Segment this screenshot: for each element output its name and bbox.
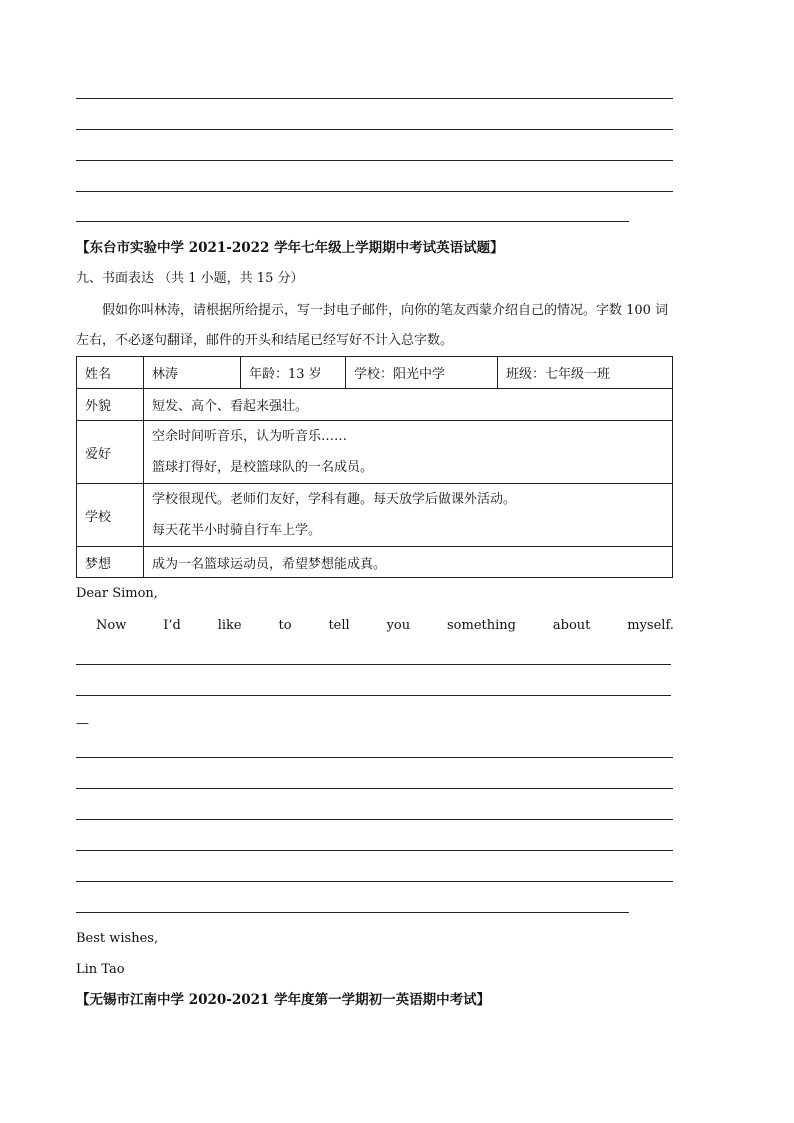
opening-word: you: [386, 618, 411, 633]
answer-line: [76, 98, 673, 99]
letter-signature: Lin Tao: [76, 962, 125, 977]
dream-value: 成为一名篮球运动员，希望梦想能成真。: [144, 547, 673, 578]
letter-opening-line: [96, 618, 674, 633]
hobby-label: 爱好: [77, 421, 144, 484]
answer-line: [76, 129, 673, 130]
hobby-value: [144, 421, 673, 484]
looks-label: 外貌: [77, 389, 144, 421]
table-row: [77, 357, 673, 389]
table-row: [77, 421, 673, 484]
table-row: [77, 547, 673, 578]
school-value: [144, 484, 673, 547]
opening-word: something: [447, 618, 516, 633]
opening-word: like: [217, 618, 242, 633]
answer-line: [76, 788, 673, 789]
hobby-line-2: 篮球打得好，是校篮球队的一名成员。: [152, 460, 374, 475]
answer-line: [76, 912, 629, 913]
letter-closing: Best wishes,: [76, 931, 159, 946]
opening-word: I’d: [163, 618, 181, 633]
answer-line: [76, 191, 673, 192]
answer-line: [76, 881, 673, 882]
looks-value: 短发、高个、看起来强壮。: [144, 389, 673, 421]
answer-line: [76, 160, 673, 161]
school-line-1: 学校很现代。老师们友好，学科有趣。每天放学后做课外活动。: [152, 492, 517, 507]
school-name-cell: 学校：阳光中学: [346, 357, 498, 389]
question-title: 九、书面表达 （共 1 小题，共 15 分）: [76, 271, 304, 286]
answer-line: [76, 757, 673, 758]
name-label: 姓名: [77, 357, 144, 389]
opening-word: to: [278, 618, 292, 633]
hobby-line-1: 空余时间听音乐，认为听音乐……: [152, 429, 348, 444]
school-line-2: 每天花半小时骑自行车上学。: [152, 523, 322, 538]
name-value: 林涛: [144, 357, 241, 389]
age-cell: 年龄：13 岁: [241, 357, 346, 389]
class-cell: 班级：七年级一班: [498, 357, 673, 389]
school-label: 学校: [77, 484, 144, 547]
table-row: [77, 389, 673, 421]
answer-line: [76, 695, 671, 696]
answer-line: [76, 819, 673, 820]
answer-line: [76, 221, 629, 222]
dream-label: 梦想: [77, 547, 144, 578]
section-source-heading: 【东台市实验中学 2021-2022 学年七年级上学期期中考试英语试题】: [76, 240, 504, 256]
letter-greeting: Dear Simon,: [76, 586, 158, 601]
table-row: [77, 484, 673, 547]
opening-word: myself.: [627, 618, 674, 633]
opening-word: tell: [328, 618, 350, 633]
info-table: [76, 356, 673, 578]
opening-word: about: [552, 618, 591, 633]
opening-word: Now: [96, 618, 127, 633]
question-instructions: [76, 296, 676, 356]
continuation-dash: —: [76, 716, 89, 731]
answer-line: [76, 850, 673, 851]
answer-line: [76, 664, 671, 665]
instructions-text: 假如你叫林涛，请根据所给提示，写一封电子邮件，向你的笔友西蒙介绍自己的情况。字数 100 词左右，不必逐句翻译，邮件的开头和结尾已经写好不计入总字数。: [76, 303, 669, 348]
next-section-source-heading: 【无锡市江南中学 2020-2021 学年度第一学期初一英语期中考试】: [76, 992, 491, 1008]
